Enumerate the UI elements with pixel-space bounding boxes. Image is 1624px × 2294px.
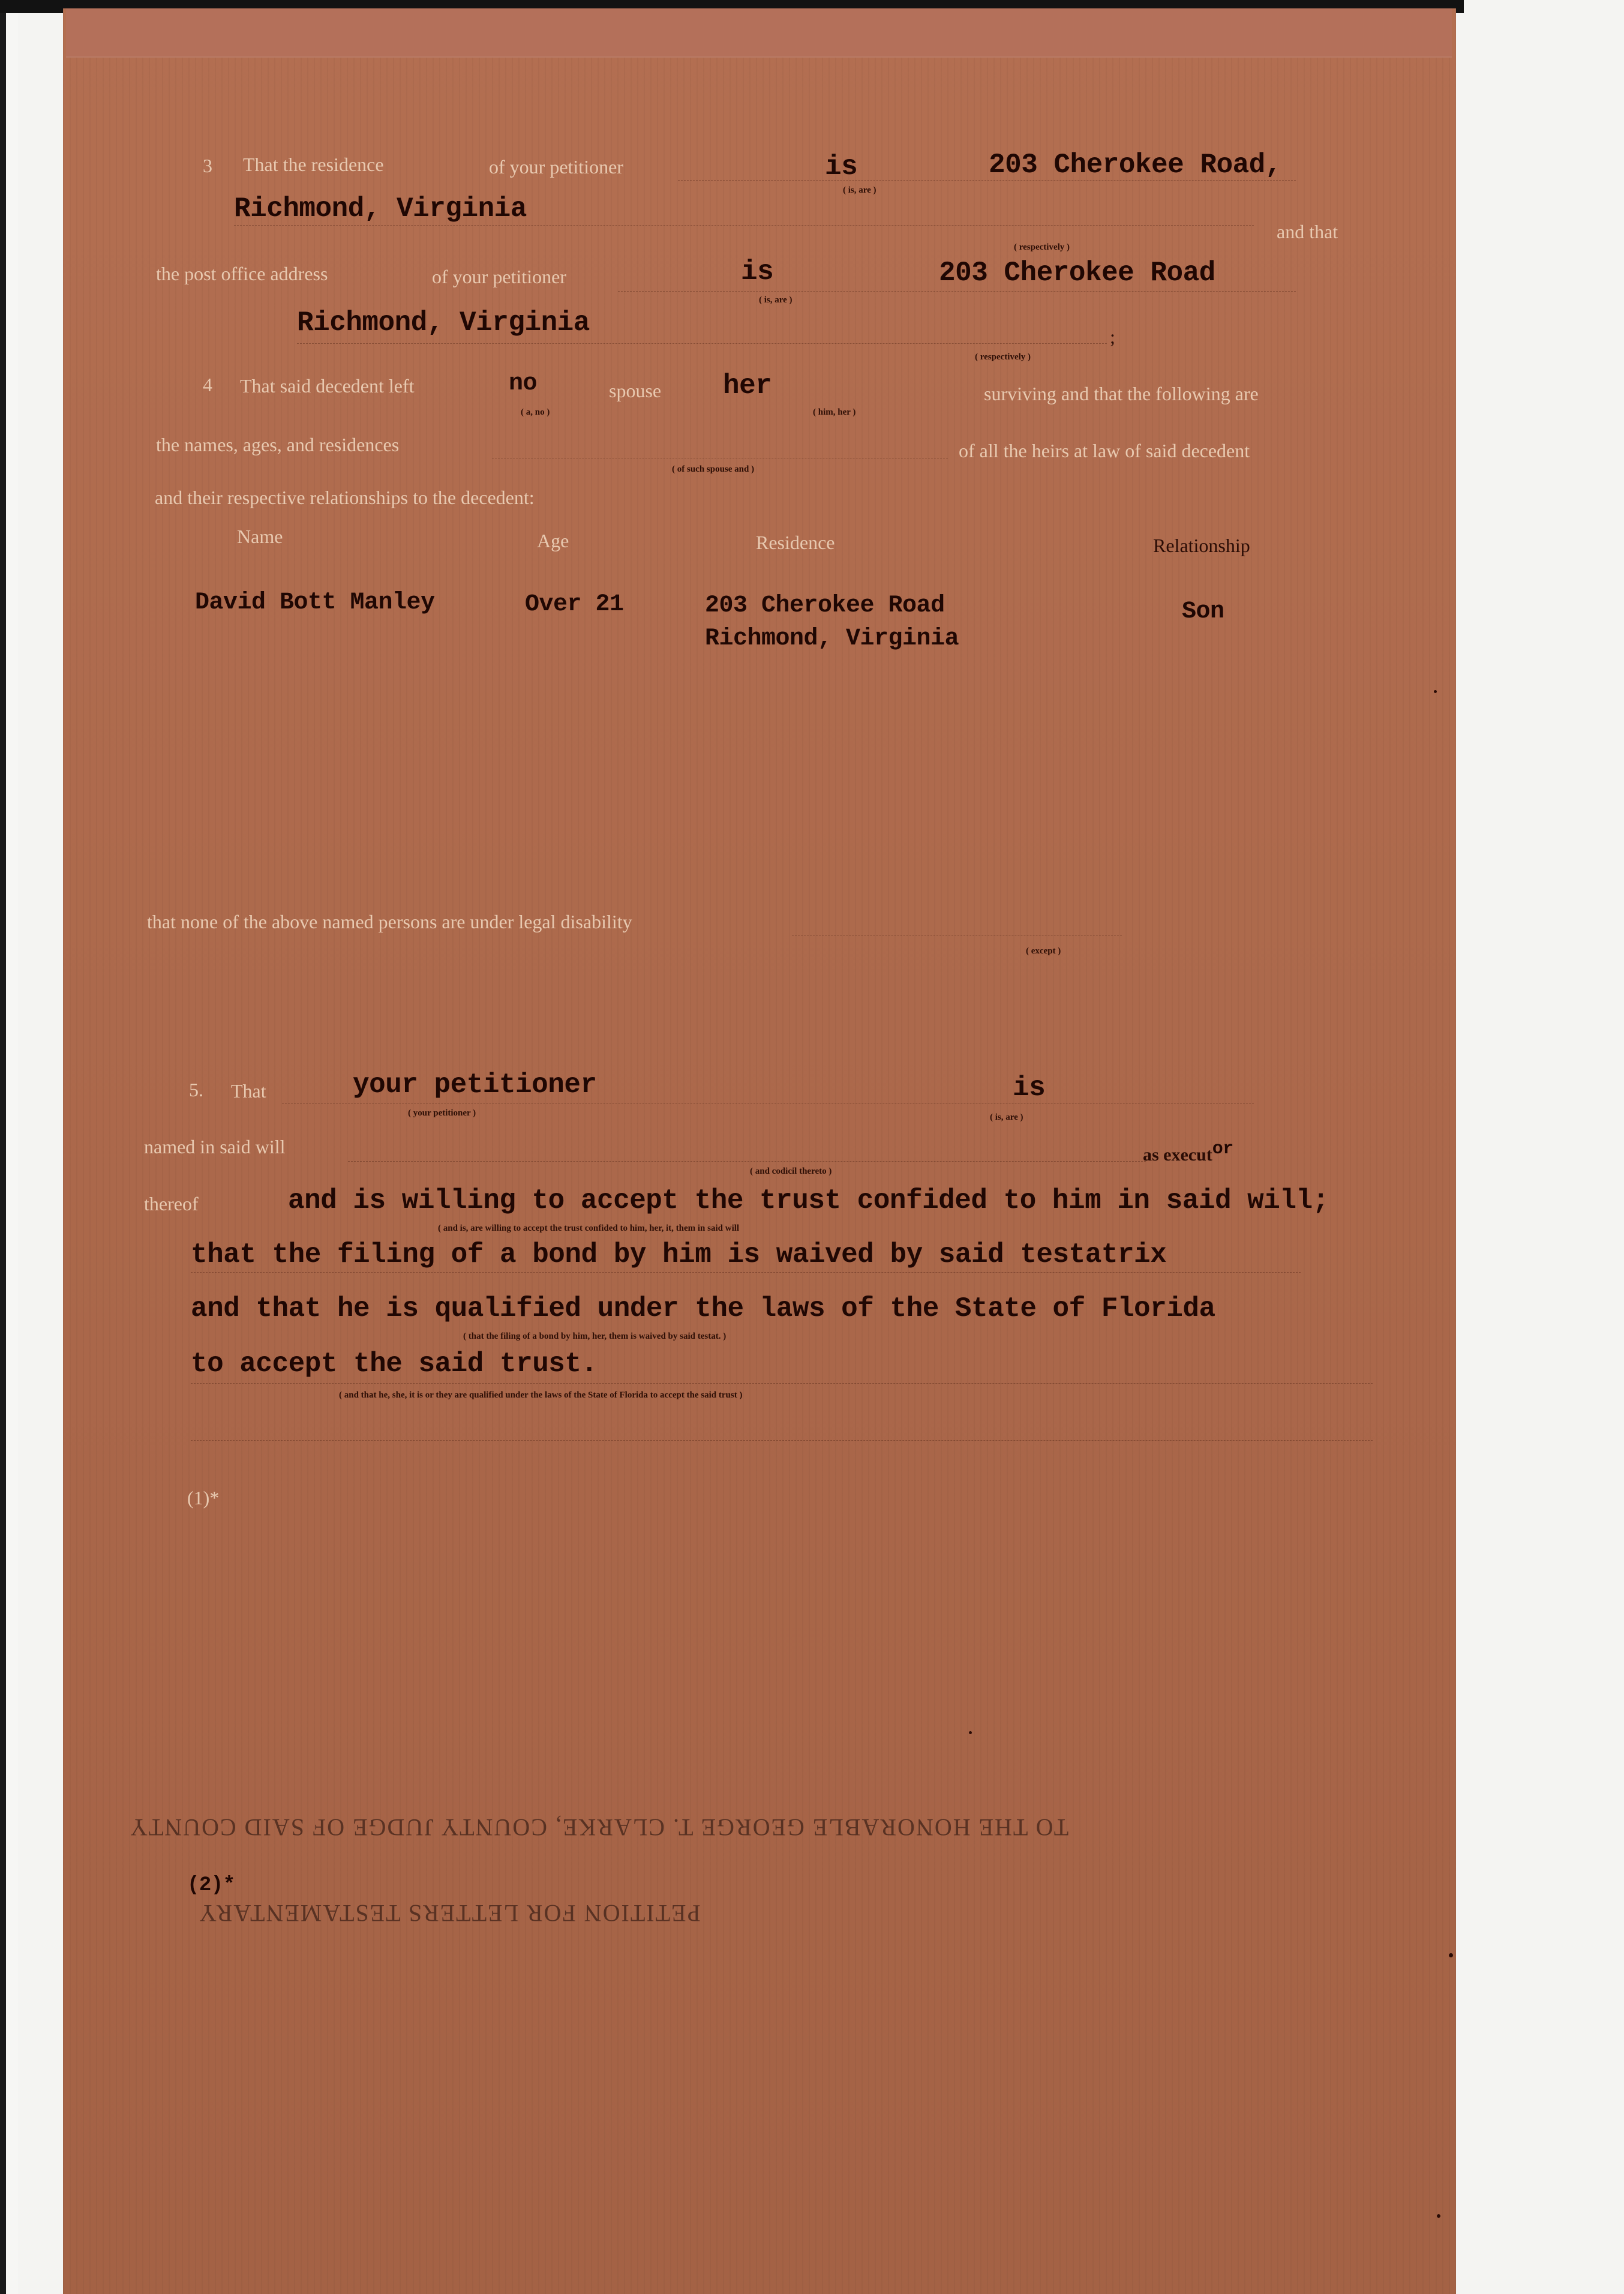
that-text: That [231, 1080, 266, 1102]
left-value-field: no [509, 370, 538, 397]
heir-relationship-field: Son [1182, 598, 1224, 625]
column-header-age: Age [537, 530, 569, 551]
is-are-hint: ( is, are ) [843, 185, 876, 195]
footnote-1: (1)* [187, 1487, 220, 1509]
qualified-hint: ( and that he, she, it is or they are qualified under the laws of the State of Florida to accept the said trust ) [339, 1390, 743, 1400]
blank-line [191, 1383, 1373, 1384]
surviving-text: surviving and that the following are [984, 383, 1259, 404]
column-header-name: Name [237, 526, 283, 547]
is-are-hint-2: ( is, are ) [759, 295, 793, 305]
accept-trust-field: to accept the said trust. [191, 1348, 598, 1380]
reverse-show-through-line2: PETITION FOR LETTERS TESTAMENTARY [198, 1900, 701, 1927]
scan-speck [1449, 1953, 1453, 1957]
and-that-text: and that [1277, 221, 1338, 242]
heir-name-field: David Bott Manley [195, 589, 435, 616]
residence-lead-text: That the residence [243, 154, 384, 175]
semicolon: ; [1110, 326, 1115, 347]
except-hint: ( except ) [1026, 946, 1061, 956]
pronoun-field: her [723, 370, 772, 401]
respectively-hint: ( respectively ) [1014, 242, 1070, 252]
column-header-residence: Residence [756, 532, 835, 553]
heirs-at-law-text: of all the heirs at law of said decedent [959, 440, 1250, 461]
post-office-address-field: 203 Cherokee Road [939, 257, 1215, 289]
blank-line [297, 343, 1107, 344]
blank-line [234, 225, 1254, 226]
heir-residence-line2: Richmond, Virginia [705, 625, 959, 652]
qualified-florida-field: and that he is qualified under the laws of the State of Florida [191, 1293, 1215, 1324]
post-office-city-field: Richmond, Virginia [297, 307, 590, 338]
spouse-text: spouse [609, 380, 662, 401]
scan-speck [969, 1731, 972, 1734]
is-are-hint-3: ( is, are ) [990, 1112, 1023, 1122]
item-5-number: 5. [189, 1079, 203, 1100]
names-ages-residences-text: the names, ages, and residences [156, 434, 400, 455]
thereof-text: thereof [144, 1193, 199, 1215]
of-petitioner-text-2: of your petitioner [432, 266, 566, 287]
petitioner-hint: ( your petitioner ) [408, 1108, 476, 1118]
legal-disability-text: that none of the above named persons are under legal disability [147, 911, 632, 932]
item-3-number: 3 [203, 155, 212, 176]
a-no-hint: ( a, no ) [521, 407, 550, 417]
page-top-strip [66, 8, 1452, 58]
verb-is-field-3: is [1013, 1072, 1046, 1103]
decedent-left-text: That said decedent left [240, 375, 415, 397]
blank-line [191, 1440, 1373, 1441]
residence-address-field: 203 Cherokee Road, [989, 149, 1281, 181]
willing-hint: ( and is, are willing to accept the trust confided to him, her, it, them in said will [438, 1224, 740, 1233]
respectively-hint-2: ( respectively ) [975, 352, 1031, 362]
blank-line [348, 1161, 1146, 1162]
such-spouse-hint: ( of such spouse and ) [672, 464, 755, 474]
blank-line [191, 1272, 1301, 1273]
relationships-text: and their respective relationships to the decedent: [155, 487, 535, 508]
post-office-lead-text: the post office address [156, 263, 328, 284]
of-petitioner-text: of your petitioner [489, 156, 623, 178]
column-header-relationship: Relationship [1153, 535, 1250, 556]
heir-age-field: Over 21 [525, 591, 624, 618]
heir-residence-line1: 203 Cherokee Road [705, 592, 945, 619]
petitioner-field: your petitioner [353, 1069, 597, 1100]
scan-speck [1434, 690, 1437, 693]
verb-is-field-2: is [741, 256, 774, 287]
bond-waived-field: that the filing of a bond by him is waived by said testatrix [191, 1239, 1167, 1270]
verb-is-field: is [825, 151, 858, 182]
as-executor-text [1143, 1139, 1233, 1165]
blank-line [618, 291, 1296, 292]
residence-city-field: Richmond, Virginia [234, 193, 527, 224]
scan-speck [1437, 2214, 1440, 2218]
executor-suffix: or [1212, 1139, 1233, 1159]
willing-accept-trust-field: and is willing to accept the trust confided to him in said will; [288, 1185, 1329, 1216]
bond-hint: ( that the filing of a bond by him, her, them is waived by said testat. ) [463, 1332, 727, 1341]
footnote-2: (2)* [187, 1874, 235, 1897]
codicil-hint: ( and codicil thereto ) [750, 1167, 832, 1176]
reverse-show-through-line1: TO THE HONORABLE GEORGE T. CLARKE, COUNTY JUDGE OF SAID COUNTY [129, 1814, 1069, 1841]
as-execut-label: as execut [1143, 1145, 1212, 1165]
scan-edge-left [0, 0, 18, 2294]
him-her-hint: ( him, her ) [813, 407, 856, 417]
item-4-number: 4 [203, 374, 212, 395]
named-in-will-text: named in said will [144, 1136, 286, 1158]
